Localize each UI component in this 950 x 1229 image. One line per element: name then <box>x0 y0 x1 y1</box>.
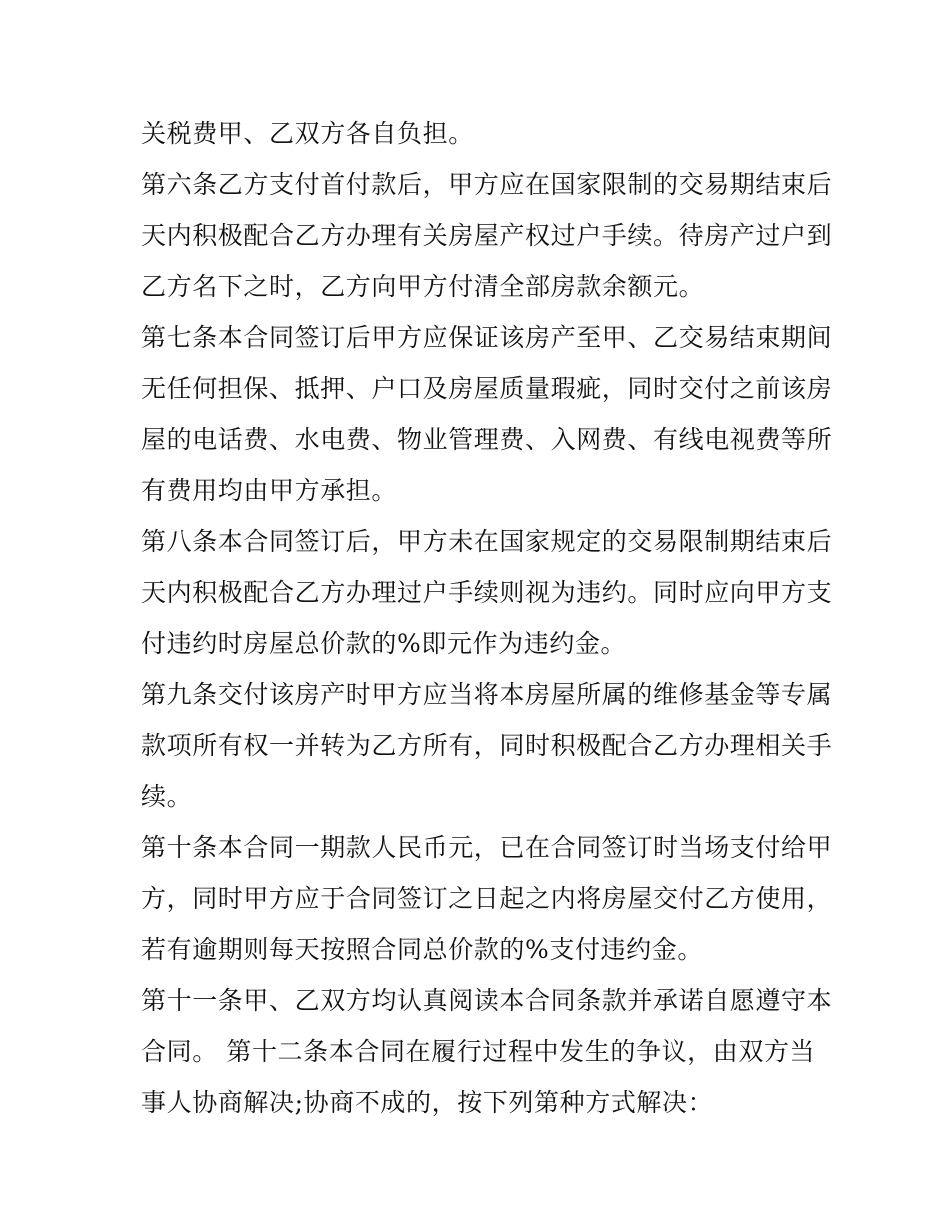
text-line-1: 关税费甲、乙双方各自负担。 <box>141 119 474 148</box>
text-line-11: 付违约时房屋总价款的%即元作为违约金。 <box>141 629 627 658</box>
text-line-20: 事人协商解决;协商不成的，按下列第种方式解决： <box>141 1088 714 1117</box>
text-line-17: 若有逾期则每天按照合同总价款的%支付违约金。 <box>141 935 703 964</box>
text-line-2: 第六条乙方支付首付款后，甲方应在国家限制的交易期结束后 <box>141 170 833 199</box>
text-line-13: 款项所有权一并转为乙方所有，同时积极配合乙方办理相关手 <box>141 731 833 760</box>
text-line-15: 第十条本合同一期款人民币元，已在合同签订时当场支付给甲 <box>141 833 833 862</box>
text-line-8: 有费用均由甲方承担。 <box>141 476 398 505</box>
text-line-16: 方，同时甲方应于合同签订之日起之内将房屋交付乙方使用， <box>141 884 833 913</box>
text-line-6: 无任何担保、抵押、户口及房屋质量瑕疵，同时交付之前该房 <box>141 374 833 403</box>
text-line-12: 第九条交付该房产时甲方应当将本房屋所属的维修基金等专属 <box>141 680 833 709</box>
text-line-5: 第七条本合同签订后甲方应保证该房产至甲、乙交易结束期间 <box>141 323 833 352</box>
text-line-19: 合同。 第十二条本合同在履行过程中发生的争议，由双方当 <box>141 1037 816 1066</box>
text-line-10: 天内积极配合乙方办理过户手续则视为违约。同时应向甲方支 <box>141 578 833 607</box>
document-body <box>141 108 831 1128</box>
text-line-4: 乙方名下之时，乙方向甲方付清全部房款余额元。 <box>141 272 705 301</box>
text-line-18: 第十一条甲、乙双方均认真阅读本合同条款并承诺自愿遵守本 <box>141 986 833 1015</box>
text-line-3: 天内积极配合乙方办理有关房屋产权过户手续。待房产过户到 <box>141 221 833 250</box>
text-line-7: 屋的电话费、水电费、物业管理费、入网费、有线电视费等所 <box>141 425 833 454</box>
text-line-9: 第八条本合同签订后，甲方未在国家规定的交易限制期结束后 <box>141 527 833 556</box>
text-line-14: 续。 <box>141 782 193 811</box>
